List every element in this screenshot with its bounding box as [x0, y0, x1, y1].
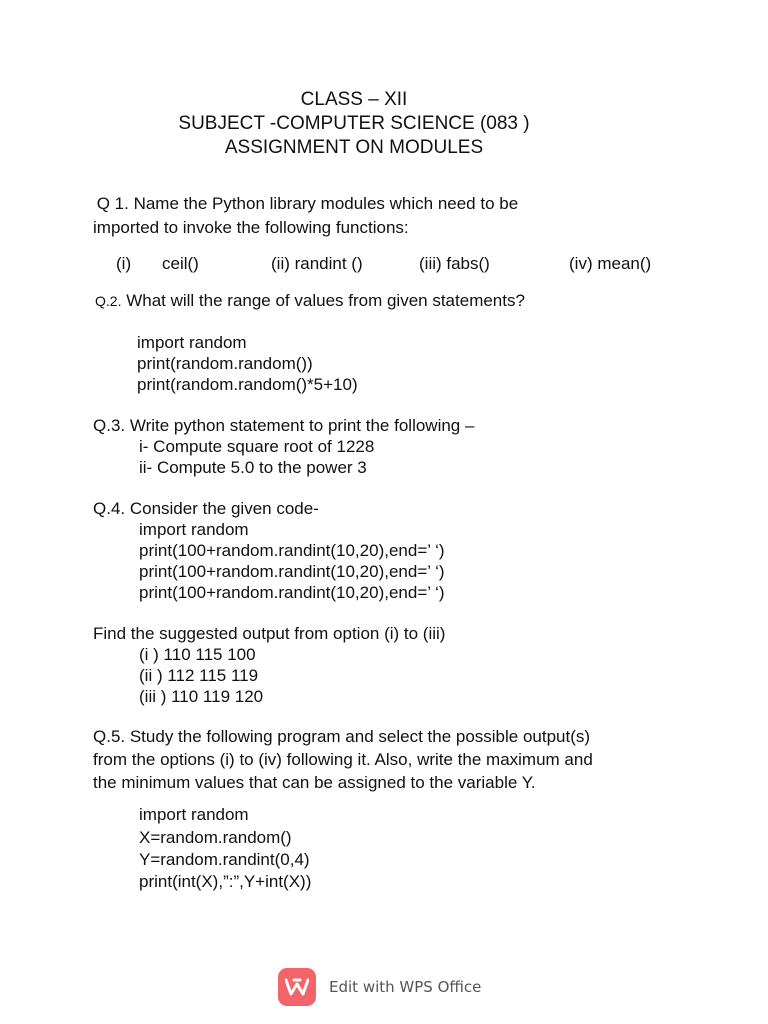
q4-code-line-2: print(100+random.randint(10,20),end=’ ‘) [139, 541, 445, 560]
q5-code-line-2: X=random.random() [139, 828, 292, 847]
class-title: CLASS – XII [300, 89, 408, 110]
q2-code-line-1: import random [137, 333, 247, 352]
q1-line-1: Q 1. Name the Python library modules which need to be [92, 194, 519, 213]
q1-option-mean: (iv) mean() [569, 254, 652, 273]
q1-option-i-label: (i) [116, 254, 132, 273]
q4-question: Q.4. Consider the given code- [93, 499, 319, 518]
q5-code-line-1: import random [139, 805, 249, 824]
q5-line-2: from the options (i) to (iv) following it. Also, write the maximum and [93, 750, 593, 769]
wps-office-logo-icon [278, 968, 316, 1006]
q4-option-1: (i ) 110 115 100 [139, 645, 256, 664]
q4-option-3: (iii ) 110 119 120 [139, 687, 264, 706]
q3-item-1: i- Compute square root of 1228 [139, 437, 375, 456]
q2-code-line-2: print(random.random()) [137, 354, 313, 373]
q4-code-line-3: print(100+random.randint(10,20),end=’ ‘) [139, 562, 445, 581]
q5-code-line-4: print(int(X),”:”,Y+int(X)) [139, 872, 312, 891]
q5-line-1: Q.5. Study the following program and select the possible output(s) [93, 727, 591, 746]
subject-title: SUBJECT -COMPUTER SCIENCE (083 ) [178, 113, 530, 134]
q5-code-line-3: Y=random.randint(0,4) [139, 850, 310, 869]
q2-code-line-3: print(random.random()*5+10) [137, 375, 358, 394]
q4-prompt: Find the suggested output from option (i) to (iii) [93, 624, 446, 643]
q1-line-2: imported to invoke the following functions: [93, 218, 409, 237]
q1-option-randint: (ii) randint () [271, 254, 363, 273]
q2-text: What will the range of values from given statements? [121, 291, 525, 310]
q5-line-3: the minimum values that can be assigned to the variable Y. [93, 773, 536, 792]
wps-edit-banner[interactable] [278, 968, 498, 1006]
q3-item-2: ii- Compute 5.0 to the power 3 [139, 458, 367, 477]
q1-option-ceil: ceil() [162, 254, 199, 273]
q4-option-2: (ii ) 112 115 119 [139, 666, 259, 685]
q4-code-line-1: import random [139, 520, 249, 539]
q4-code-line-4: print(100+random.randint(10,20),end=’ ‘) [139, 583, 445, 602]
q2-question [95, 290, 525, 312]
q2-number: Q.2. [95, 293, 122, 309]
assignment-title: ASSIGNMENT ON MODULES [224, 137, 484, 158]
document-header [0, 88, 708, 160]
q1-option-fabs: (iii) fabs() [419, 254, 490, 273]
q3-question: Q.3. Write python statement to print the following – [93, 416, 475, 435]
wps-edit-label[interactable]: Edit with WPS Office [329, 978, 482, 996]
